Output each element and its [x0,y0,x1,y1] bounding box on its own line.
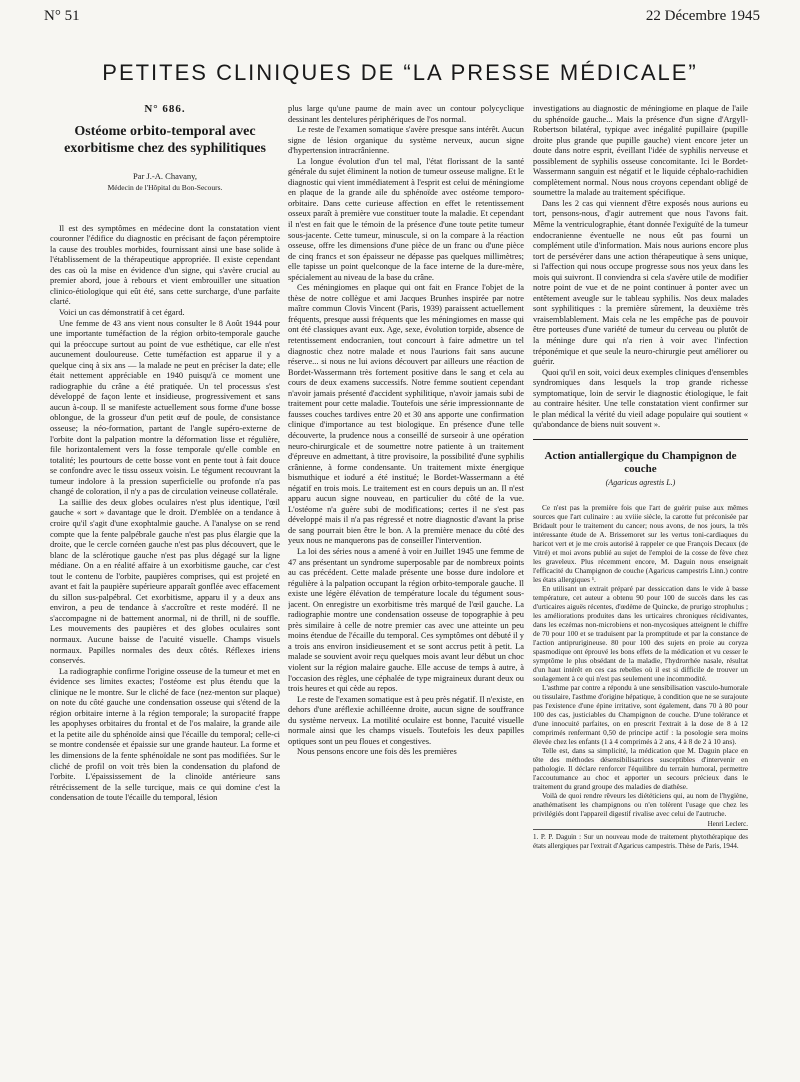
paragraph: La loi des séries nous a amené à voir en Juillet 1945 une femme de 47 ans présentant un syndrome superposable par de nombreux points au cas précédent. Cette malade présente une bosse dure indolore et régulière à la palpation occupant la région orbito-temporale gauche. Il existe une légère élévation de température locale du tégument sous-jacent. On enregistre un exorbitisme très marqué de l'œil gauche. La radiographie montre une condensation osseuse de topographie à peu près similaire à celle de notre premier cas avec une atteinte un peu moins étendue de l'écaille du temporal. Ces symptômes ont débuté il y a trois ans environ insidieusement et se sont accrus petit à petit. La malade se souvient avoir reçu quelques mois avant leur début un choc violent sur la région malaire gauche. Elle accuse de temps à autre, à l'occasion des règles, une céphalée de type migraineux durant deux ou trois heures et qui cède au repos. [288,546,524,694]
author-affiliation: Médecin de l'Hôpital du Bon-Secours. [107,183,223,193]
paragraph: L'asthme par contre a répondu à une sensibilisation vasculo-humorale ou tissulaire, l'asthme d'origine hépatique, à condition que ne se surajoute pas l'existence d'une épine irritative, sont également, dans 70 à 80 pour 100 des cas, justiciables du Champignon de couche. D'une tolérance et d'une innocuité parfaites, on en prescrit l'extrait à la dose de 8 à 12 comprimés renfermant 0,50 de principe actif : la posologie sera moins élevée chez les enfants (1 à 4 comprimés à 2 ans, 4 à 8 de 2 à 10 ans). [533,682,748,746]
paragraph: Telle est, dans sa simplicité, la médication que M. Daguin place en tête des méthodes désensibilisatrices susceptibles d'intervenir en pathologie. Il déclare renforcer l'équilibre du terrain humoral, permettre l'accoutumance au choc et apporter un secours précieux dans le traitement du grand groupe des maladies de diathèse. [533,745,748,791]
article-separator [533,439,748,440]
page-header [28,8,772,28]
section-banner: PETITES CLINIQUES DE “LA PRESSE MÉDICALE” [102,60,698,85]
second-article-subtitle: (Agaricus agrestis L.) [605,477,676,487]
issue-date: 22 Décembre 1945 [645,8,760,24]
issue-number: N° 51 [44,8,80,24]
case-number: N° 686. [144,104,186,115]
paragraph: Ce n'est pas la première fois que l'art de guérir puise aux mêmes sources que l'art culinaire : au xviiie siècle, la carotte fut préconisée par Bridault pour le traitement du cancer; nous avons, de nos jours, la très intéressante étude de A. Brissemoret sur les vertus toni-cardiaques du haricot vert et je me crois autorisé à rappeler ce que François Decaux (de Vitré) et moi avons publié au sujet de l'emploi de la cosse de fève chez les graveleux. Plus récemment encore, M. Daguin nous enseignait l'efficacité du Champignon de couche (Agaricus campestris Linn.) contre les états allergiques ¹. [533,502,748,584]
paragraph: plus large qu'une paume de main avec un contour polycyclique dessinant les dentelures périphériques de l'os normal. [288,104,524,124]
second-article-title: Action antiallergique du Champignon de couche [544,449,737,475]
author-signature: Henri Leclerc. [707,819,748,828]
footnote: 1. P. P. Daguin : Sur un nouveau mode de traitement phytothérapique des états allergiques par l'extrait d'Agaricus campestris. Thèse de Paris, 1944. [533,829,748,851]
paragraph: investigations au diagnostic de méningiome en plaque de l'aile du sphénoïde gauche... Mais la présence d'un signe d'Argyll-Robertson bilatéral, typique avec inégalité pupillaire (pupille droite plus grande que pupille gauche) vient encore jeter un doute dans notre esprit, éveillant l'idée de syphilis nerveuse et possiblement de syphilis osseuse concomitante. Ici le Bordet-Wassermann sanguin est négatif et le liquide céphalo-rachidien complètement normal. Nous nous croyons cependant obligé de soumettre la malade au traitement spécifique. [533,104,748,198]
paragraph: Quoi qu'il en soit, voici deux exemples cliniques d'ensembles syndromiques dans lesquels la trop grande richesse symptomatique, loin de servir le diagnostic étiologique, le fait au contraire hésiter. Une telle constatation vient confirmer sur le plan médical la vérité du vieil adage populaire qui soutient « qu'abondance de biens nuit souvent ». [533,367,748,430]
author-byline: Par J.-A. Chavany, [133,170,197,181]
article-column-1 [50,104,280,1076]
paragraph: Une femme de 43 ans vient nous consulter le 8 Août 1944 pour une importante tuméfaction de la région orbito-temporale gauche qui la préoccupe surtout au point de vue esthétique, car elle n'est aucunement douloureuse. Cette tuméfaction est apparue il y a quelque cinq à six ans — la malade ne peut en préciser la date; elle était nettement appréciable en 1940 puisqu'à ce moment une radiographie du crâne a été pratiquée. Un tel processus s'est développé de façon lente et insidieuse, progressivement et sans aucun à-coup. Il se manifeste actuellement sous forme d'une bosse oblongue, de la grosseur d'un petit œuf de poule, de consistance osseuse; la néo-formation, partant de l'angle supéro-externe de l'orbite dont la palpation montre la déformation lisse et régulière, file horizontalement vers la fosse temporale qu'elle comble en totalité; les pourtours de cette bosse vont en pente tout à fait douce se confondre avec le tissu osseux voisin. Le tégument recouvrant la tumeur indolore à la pression superficielle ou profonde n'a pas changé de coloration, il n'y a pas de circulation veineuse collatérale. [50,318,280,497]
article-title: Ostéome orbito-temporal avec exorbitisme chez des syphilitiques [64,123,266,156]
article-column-2 [288,104,524,1076]
paragraph: La longue évolution d'un tel mal, l'état florissant de la santé générale du sujet éliminent la notion de tumeur osseuse maligne. Et le diagnostic qui vient immédiatement à l'esprit est celui de méningiome en plaque de la grande aile du sphénoïde avec ostéome temporo-orbitaire. Dans cette curieuse affection en effet le retentissement osseux paraît à première vue constituer toute la maladie. Et cependant il n'est en fait que le témoin de la présence d'une toute petite tumeur sous-jacente. Cette tumeur, minuscule, si on la compare à la réaction osseuse, offre les dimensions d'une pièce de un franc ou d'une pièce de cinq francs et son épaisseur ne dépasse pas quelques millimètres; elle tapisse un point quelconque de la face interne de la dure-mère, spécialement au niveau de la base du crâne. [288,156,524,282]
paragraph: Dans les 2 cas qui viennent d'être exposés nous aurions eu tort, pensons-nous, d'agir autrement que nous l'avons fait. Même la ventriculographie, étant donnée l'exiguïté de la tumeur endocranienne éventuelle ne nous eût pas fourni un complément utile d'information. Mais nous aurions encore plus tort de persévérer dans une action thérapeutique à sens unique, si l'affection qui nous occupe progresse sous nos yeux dans les mois qui suivront. Il conviendra si cela s'avère utile de modifier notre point de vue et de ne point continuer à ponter avec un entêtement aveugle sur le tableau syphilis. Nos deux malades sont syphilitiques : la première sûrement, la deuxième très vraisemblablement. Mais cela ne les empêche pas de pouvoir être porteuses d'une variété de tumeur du cerveau ou plutôt de la méninge dure qui n'a rien à voir avec l'infection tréponémique et que seule la neuro-chirurgie peut améliorer ou guérir. [533,198,748,367]
paragraph: Voilà de quoi rendre rêveurs les diététiciens qui, au nom de l'hygiène, anathématisent les champignons ou n'en tolèrent l'usage que chez les privilégiés dont l'appareil digestif rivalise avec celui de l'autruche. [533,790,748,818]
paragraph: Le reste de l'examen somatique est à peu près négatif. Il n'existe, en dehors d'une aréflexie achilléenne droite, aucun signe de souffrance du système nerveux. La motilité oculaire est bonne, l'acuité visuelle normale ainsi que les champs visuels. Toutefois les deux papilles optiques sont un peu floues et congestives. [288,694,524,746]
paragraph: La saillie des deux globes oculaires n'est plus identique, l'œil gauche « sort » davantage que le droit. D'emblée on a tendance à croire qu'il s'agit d'une exophtalmie gauche. A l'analyse on se rend compte que la fente palpébrale gauche n'est pas plus élargie que la droite, que le cercle cornéen gauche n'est pas plus découvert, que le blanc de la sclérotique gauche n'est pas plus dégagé sur la ligne médiane. On a en réalité affaire à un exorbitisme gauche, car c'est tout le contenu de l'orbite, paupières comprises, qui est projeté en avant et fait la paupière supérieure apparaît gonflée avec effacement du sillon sus-palpébral. Cet exorbitisme, apparu il y a deux ans environ, a peu de tendance à s'accroître et reste modéré. Il ne s'accompagne ni de battement anormal, ni de thrill, ni de souffle. Les mouvements des paupières et des globes oculaires sont normaux. Aucune baisse de l'acuité visuelle. Champs visuels normaux. Papilles normales des deux côtés. Réflexes iriens conservés. [50,497,280,666]
paragraph: Ces méningiomes en plaque qui ont fait en France l'objet de la thèse de notre collègue et ami Jacques Brunhes inspirée par notre maître commun Clovis Vincent (Paris, 1939) paraissent actuellement fréquents, presque aussi fréquents que les méningiomes en masse qui ont été classiques avant eux. Age, sexe, évolution torpide, absence de retentissement endocranien, tout concourt à faire admettre un tel diagnostic chez notre malade et nous l'aurions fait sans aucune réserve... si nous ne lui avions découvert par ailleurs une réaction de Bordet-Wassermann très fortement positive dans le sang et cela au cours de deux examens successifs. Notre femme soutient cependant n'avoir jamais présenté d'accident syphilitique, n'avoir jamais subi de traitement pour cette maladie. Toutefois une série impressionnante de fausses couches tardives entre 20 et 30 ans apporte une confirmation clinique d'importance au test biologique. En présence d'une telle découverte, la prudence nous a conseillé de surseoir à une opération neuro-chirurgicale et de soumettre notre patiente à un traitement d'épreuve en admettant, à titre provisoire, la possibilité d'une syphilis crânienne, à forme condensante. Un traitement mixte énergique bismuthique et ioduré a été institué; le Bordet-Wassermann a été négatif en trois mois. Le traitement est en cours depuis un an. Il n'est apparu aucun signe nouveau, en particulier du côté de la vue. L'ostéome n'a guère subi de modifications; certes il ne s'est pas développé mais il n'a pas régressé et notre diagnostic d'avant la prise de sang pourrait bien être le bon. A la première menace du côté des yeux nous ne manquerons pas de conseiller l'intervention. [288,283,524,546]
paragraph: Voici un cas démonstratif à cet égard. [59,308,185,318]
paragraph: Nous pensons encore une fois dès les premières [297,747,457,757]
article-column-3 [533,104,748,1076]
paragraph: Le reste de l'examen somatique s'avère presque sans intérêt. Aucun signe de lésion organique du système nerveux, aucun signe d'hypertension intracrânienne. [288,125,524,156]
paragraph: Il est des symptômes en médecine dont la constatation vient couronner l'édifice du diagnostic en précisant de façon péremptoire la cause des troubles morbides, fournissant ainsi une base solide à l'établissement de la thérapeutique appropriée. Il existe cependant des cas où la mise en évidence d'un signe, qui s'avère crucial au premier abord, joue à rebours et vient embrouiller une situation clinico-étiologique qui eût été, sans cette surcharge, d'une parfaite clarté. [50,223,280,307]
paragraph: La radiographie confirme l'origine osseuse de la tumeur et met en évidence ses limites exactes; l'ostéome est plus étendu que la clinique ne le montre. Sur le cliché de face (nez-menton sur plaque) on note du côté gauche une condensation osseuse qui s'étend de la région orbitaire interne à la région temporale; la suropacité frappe les apophyses orbitaires du frontal et de l'os malaire, la grande aile et la petite aile du sphénoïde ainsi que l'écaille du temporal; celle-ci se montre condensée et épaissie sur une grande hauteur. La forme et les dimensions de la fente sphénoïdale ne sont pas modifiées. Sur le cliché de profil on voit très bien la condensation du plafond de l'orbite. L'épaississement de la clinoïde antérieure sans rétrécissement de la selle turcique, mais ce qui domine c'est la condensation de toute l'écaille du temporal, lésion [50,666,280,803]
paragraph: En utilisant un extrait préparé par dessiccation dans le vide à basse température, cet auteur a obtenu 90 pour 100 de succès dans les cas d'urticaires aiguës récentes, d'œdème de Quincke, de prurigo strophulus ; les améliorations produites dans les urticaires chroniques récidivantes, dans les eczémas non-microbiens et non-mycosiques atteignent le chiffre de 70 pour 100 et se traduisent par la promptitude et par la constance de l'action antiprurigineuse. 80 pour 100 des sujets en proie au coryza spasmodique ont éprouvé les bons effets de la médication et vu cesser le symptôme le plus obsédant de la maladie, l'hydrorrhée nasale, résultat d'un haut intérêt en ces cas rebelles où il est si difficile de trouver un soulagement à ce qui n'est pas seulement une incommodité. [533,583,748,683]
